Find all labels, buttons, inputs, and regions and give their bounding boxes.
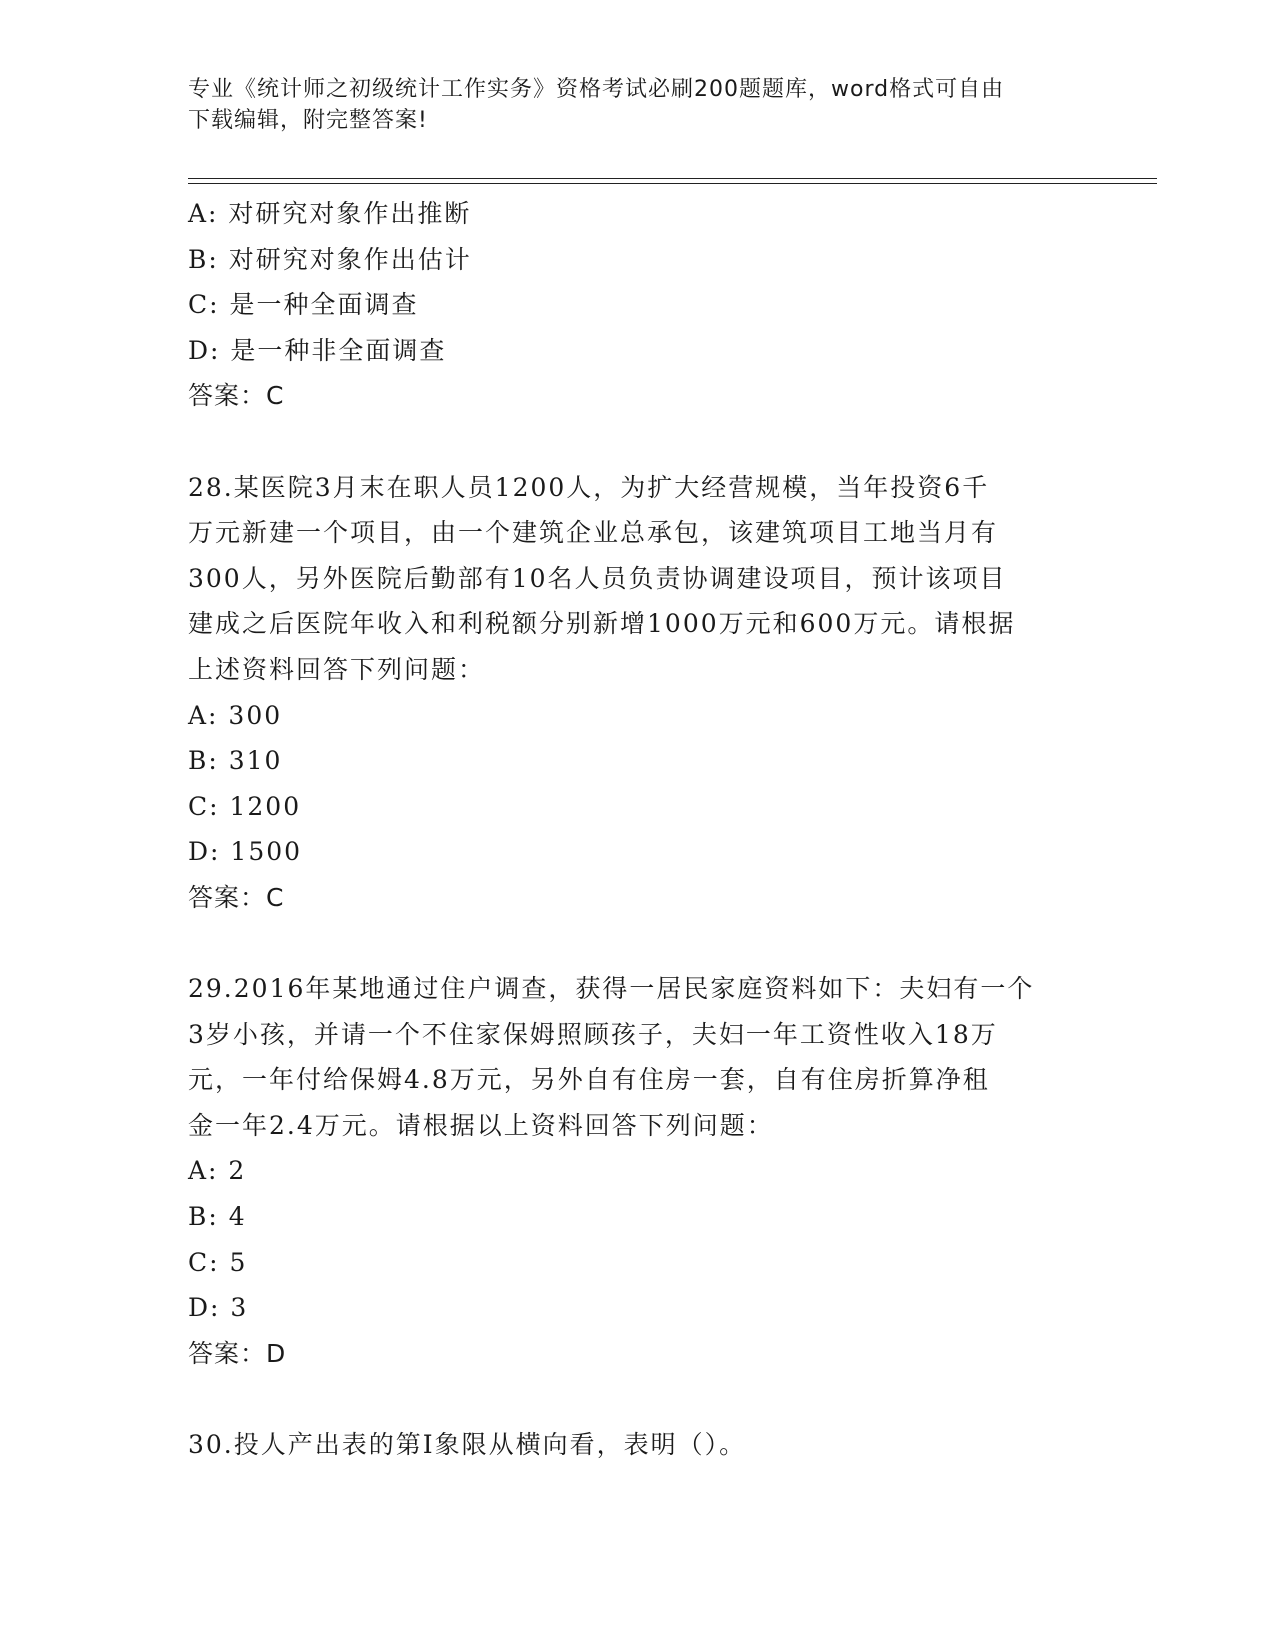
answer: 答案：C	[188, 381, 285, 411]
option-d: D: 1500	[188, 837, 303, 867]
option-c: C: 1200	[188, 791, 302, 821]
spacer	[188, 1376, 1088, 1422]
question-text: 29.2016年某地通过住户调查，获得一居民家庭资料如下：夫妇有一个 3岁小孩，并请一个不住家保姆照顾孩子，夫妇一年工资性收入18万 元，一年付给保姆4.8万元，另外自有住房一套，自有住房折算净租 金一年2.4万元。请根据以上资料回答下列问题：	[188, 974, 1035, 1140]
option-a: A: 300	[188, 700, 283, 730]
option-c: C: 5	[188, 1247, 248, 1277]
option-c: C: 是一种全面调查	[188, 290, 419, 320]
answer: 答案：D	[188, 1338, 287, 1368]
option-a: A: 对研究对象作出推断	[188, 199, 472, 228]
question-28	[188, 465, 1088, 921]
document-header	[188, 74, 1088, 136]
question-27	[188, 191, 1088, 419]
option-b: B: 4	[188, 1202, 247, 1232]
option-d: D: 3	[188, 1293, 249, 1323]
header-rule-bottom	[188, 183, 1157, 184]
header-line-1: 专业《统计师之初级统计工作实务》资格考试必刷200题题库，word格式可自由	[188, 77, 1005, 102]
question-text: 30.投人产出表的第I象限从横向看，表明（）。	[188, 1430, 747, 1460]
option-b: B: 310	[188, 746, 283, 776]
option-d: D: 是一种非全面调查	[188, 335, 447, 365]
header-line-2: 下载编辑，附完整答案!	[188, 108, 428, 133]
question-29	[188, 966, 1088, 1376]
spacer	[188, 419, 1088, 465]
question-text: 28.某医院3月末在职人员1200人，为扩大经营规模，当年投资6千 万元新建一个项目，由一个建筑企业总承包，该建筑项目工地当月有 300人，另外医院后勤部有10名人员负责协调建设项目，预计该项目 建成之后医院年收入和利税额分别新增1000万元和600万元。请根据 上述资料回答下列问题：	[188, 472, 1016, 684]
document-body	[188, 191, 1088, 1468]
spacer	[188, 921, 1088, 967]
answer: 答案：C	[188, 882, 285, 912]
option-a: A: 2	[188, 1156, 247, 1186]
question-30	[188, 1422, 1088, 1468]
header-rule-top	[188, 178, 1157, 179]
option-b: B: 对研究对象作出估计	[188, 244, 472, 274]
